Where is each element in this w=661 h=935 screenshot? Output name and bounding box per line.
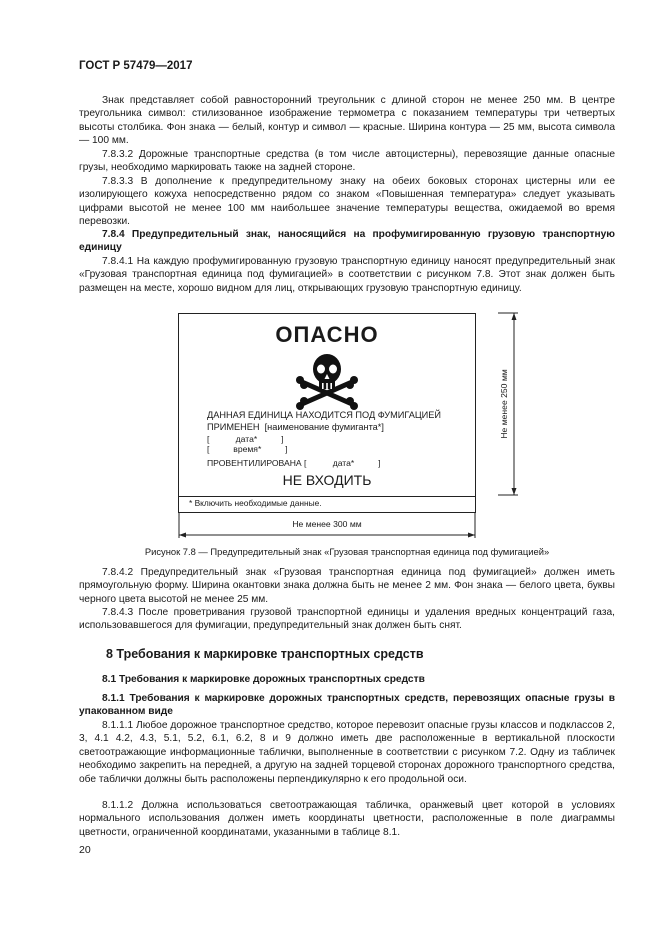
section-8-heading: 8 Требования к маркировке транспортных средств bbox=[106, 647, 424, 661]
sign-line-date: [ дата* ] bbox=[207, 434, 284, 444]
skull-crossbones-icon bbox=[294, 352, 360, 410]
paragraph-7-8-4-3: 7.8.4.3 После проветривания грузовой транспортной единицы и удаления вредных концентраций газа, использовавшегося для фумигации, предупредительный знак должен быть снят. bbox=[79, 607, 615, 632]
sign-do-not-enter: НЕ ВХОДИТЬ bbox=[282, 472, 372, 488]
sign-line-time: [ время* ] bbox=[207, 444, 288, 454]
heading-7-8-4: 7.8.4 Предупредительный знак, наносящийся на профумигированную грузовую транспортную единицу bbox=[79, 229, 615, 254]
fumigation-warning-sign bbox=[178, 313, 476, 497]
sign-line-fumigant: ПРИМЕНЕН [наименование фумиганта*] bbox=[207, 422, 384, 432]
sign-title: ОПАСНО bbox=[275, 322, 379, 347]
sign-footnote: * Включить необходимые данные. bbox=[178, 495, 476, 513]
paragraph-7-8-4-1: 7.8.4.1 На каждую профумигированную грузовую транспортную единицу наносят предупредительный знак «Грузовая транспортная единица под фумигацией» в соответствии с рисунком 7.8. Этот знак должен быть размещен на месте, хорошо видном для лиц, открывающих грузовую транспортную единицу. bbox=[79, 256, 615, 294]
figure-caption: Рисунок 7.8 — Предупредительный знак «Грузовая транспортная единица под фумигацией» bbox=[144, 546, 550, 557]
paragraph-8-1-1-2: 8.1.1.2 Должна использоваться светоотражающая табличка, оранжевый цвет которой в условиях нормального использования должен иметь координаты цветности, расположенные в поле диаграммы цветности, ограниченной координатами, указанными в таблице 8.1. bbox=[79, 800, 615, 838]
sign-line-ventilated: ПРОВЕНТИЛИРОВАНА [ дата* ] bbox=[207, 458, 381, 468]
paragraph-7-8-3-3: 7.8.3.3 В дополнение к предупредительному знаку на обеих боковых сторонах цистерны или ее изолирующего кожуха непосредственно рядом со знаком «Повышенная температура» следует указывать цифрами высотой не менее 100 мм наибольшее значение температуры вещества, ожидаемой во время перевозки. bbox=[79, 176, 615, 228]
heading-8-1-1: 8.1.1 Требования к маркировке дорожных транспортных средств, перевозящих опасные грузы в упакованном виде bbox=[79, 693, 615, 718]
sign-line-under-fumigation: ДАННАЯ ЕДИНИЦА НАХОДИТСЯ ПОД ФУМИГАЦИЕЙ bbox=[207, 410, 442, 420]
width-dimension-label: Не менее 300 мм bbox=[292, 519, 362, 529]
page-number: 20 bbox=[79, 844, 91, 856]
paragraph-sign-description: Знак представляет собой равносторонний треугольник с длиной сторон не менее 250 мм. В центре треугольника символ: стилизованное изображение термометра с показанием температуры три четвертых высоты столбика. Фон знака — белый, контур и символ — красные. Ширина контура — 25 мм, высота символа — 100 мм. bbox=[79, 95, 615, 147]
height-dimension-label: Не менее 250 мм bbox=[499, 369, 509, 439]
document-header: ГОСТ Р 57479—2017 bbox=[79, 60, 193, 72]
paragraph-7-8-3-2: 7.8.3.2 Дорожные транспортные средства (в том числе автоцистерны), перевозящие данные опасные грузы, необходимо маркировать также на задней стороне. bbox=[79, 149, 615, 174]
paragraph-8-1-1-1: 8.1.1.1 Любое дорожное транспортное средство, которое перевозит опасные грузы классов и подклассов 2, 3, 4.1 4.2, 4.3, 5.1, 5.2, 6.1, 6.2, 8 и 9 должно иметь две расположенные в вертикальной плоскости светоотражающие информационные таблички, выполненные в соответствии с рисунком 7.2. Одну из табличек необходимо закрепить на передней, а другую на задней торцевой сторонах дорожного транспортного средства, обе таблички должны быть расположены перпендикулярно к его продольной оси. bbox=[79, 720, 615, 785]
section-8-1-heading: 8.1 Требования к маркировке дорожных транспортных средств bbox=[102, 674, 425, 685]
paragraph-7-8-4-2: 7.8.4.2 Предупредительный знак «Грузовая транспортная единица под фумигацией» должен иметь прямоугольную форму. Ширина окантовки знака должна быть не менее 2 мм. Фон знака — белого цвета, буквы черного цвета высотой не менее 25 мм. bbox=[79, 567, 615, 605]
